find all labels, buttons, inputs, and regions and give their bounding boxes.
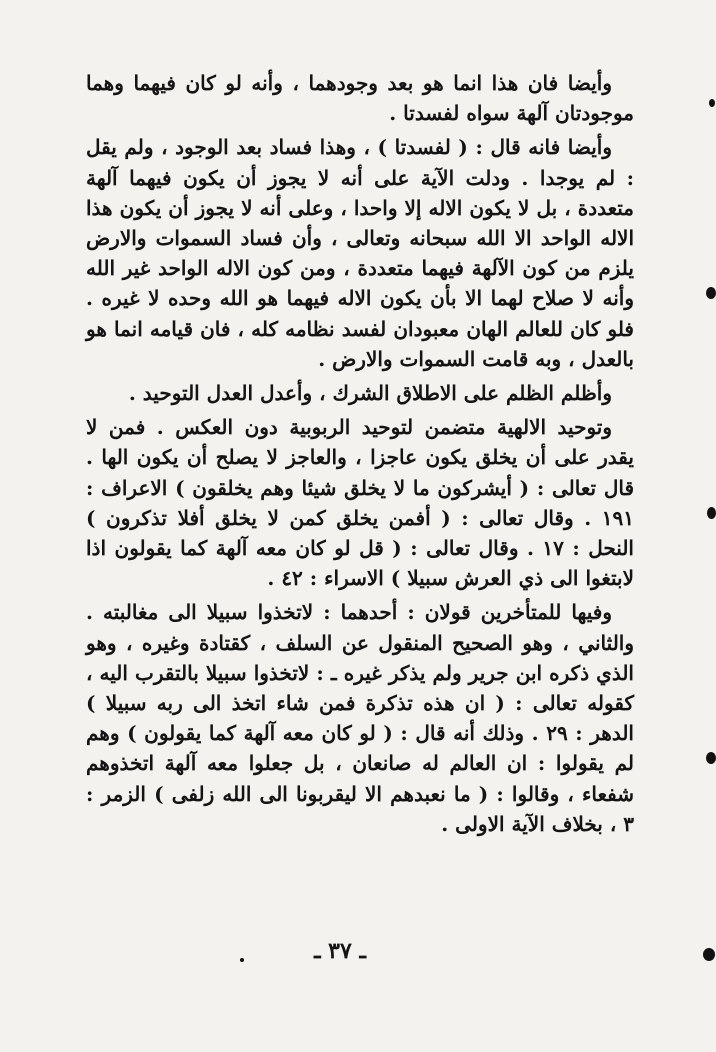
margin-hole-mark <box>706 752 716 764</box>
body-text <box>86 68 634 839</box>
margin-hole-mark <box>703 948 715 961</box>
ink-speck <box>240 958 244 962</box>
paragraph-4: وتوحيد الالهية متضمن لتوحيد الربوبية دون العكس . فمن لا يقدر على أن يخلق يكون عاجزا ، والعاجز لا يصلح أن يكون الها . قال تعالى : ( أيشركون ما لا يخلق شيئا وهم يخلقون ) الاعراف : ١٩١ . وقال تعالى : ( أفمن يخلق كمن لا يخلق أفلا تذكرون ) النحل : ١٧ . وقال تعالى : ( قل لو كان معه آلهة كما يقولون اذا لابتغوا الى ذي العرش سبيلا ) الاسراء : ٤٢ . <box>86 415 634 591</box>
margin-hole-mark <box>706 287 716 299</box>
paragraph-2: وأيضا فانه قال : ( لفسدتا ) ، وهذا فساد بعد الوجود ، ولم يقل : لم يوجدا . ودلت الآية على أنه لا يجوز أن يكون فيهما آلهة متعددة ، بل لا يكون الاله إلا واحدا ، وعلى أنه لا يجوز أن يكون هذا الاله الواحد الا الله سبحانه وتعالى ، وأن فساد السموات والارض يلزم من كون الآلهة فيهما متعددة ، ومن كون الاله الواحد غير الله وأنه لا صلاح لهما الا بأن يكون الاله فيهما هو الله وحده لا غيره . فلو كان للعالم الهان معبودان لفسد نظامه كله ، فان قيامه انما هو بالعدل ، وبه قامت السموات والارض . <box>86 135 634 371</box>
paragraph-5: وفيها للمتأخرين قولان : أحدهما : لاتخذوا سبيلا الى مغالبته . والثاني ، وهو الصحيح المنقول عن السلف ، كقتادة وغيره ، وهو الذي ذكره ابن جرير ولم يذكر غيره ـ : لاتخذوا سبيلا بالتقرب اليه ، كقوله تعالى : ( ان هذه تذكرة فمن شاء اتخذ الى ربه سبيلا ) الدهر : ٢٩ . وذلك أنه قال : ( لو كان معه آلهة كما يقولون ) وهم لم يقولوا : ان العالم له صانعان ، بل جعلوا معه آلهة اتخذوهم شفعاء ، وقالوا : ( ما نعبدهم الا ليقربونا الى الله زلفى ) الزمر : ٣ ، بخلاف الآية الاولى . <box>86 600 634 836</box>
paragraph-1: وأيضا فان هذا انما هو بعد وجودهما ، وأنه لو كان فيهما وهما موجودتان آلهة سواه لفسدتا . <box>86 71 634 126</box>
margin-hole-mark <box>707 507 716 519</box>
page-number: ـ ٣٧ ـ <box>314 938 366 964</box>
margin-hole-mark <box>709 99 715 107</box>
paragraph-3: وأظلم الظلم على الاطلاق الشرك ، وأعدل العدل التوحيد . <box>128 381 612 406</box>
